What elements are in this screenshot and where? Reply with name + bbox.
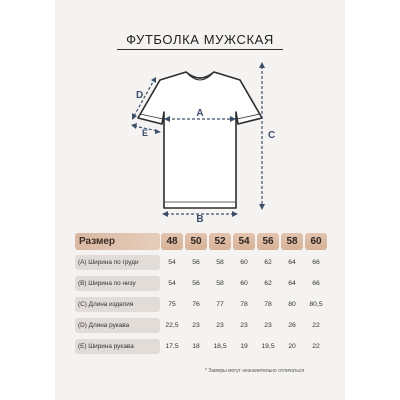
table-cell: 23 <box>216 322 224 329</box>
table-cell: 78 <box>264 301 272 308</box>
row-values <box>160 343 328 350</box>
table-cell: 22 <box>312 322 320 329</box>
row-label: (C) Длина изделия <box>75 297 160 312</box>
table-cell: 17,5 <box>165 343 179 350</box>
table-row <box>75 317 328 334</box>
table-cell: 22,5 <box>165 322 179 329</box>
table-cell: 20 <box>288 343 296 350</box>
label-a: A <box>196 108 204 119</box>
table-cell: 56 <box>192 280 200 287</box>
table-cell: 56 <box>192 259 200 266</box>
table-cell: 60 <box>240 280 248 287</box>
table-cell: 80 <box>288 301 296 308</box>
row-label: (D) Длина рукава <box>75 318 160 333</box>
table-cell: 54 <box>168 280 176 287</box>
table-cell: 60 <box>240 259 248 266</box>
size-header-48: 48 <box>161 233 183 250</box>
table-cell: 64 <box>288 280 296 287</box>
size-headers <box>160 233 328 250</box>
table-cell: 54 <box>168 259 176 266</box>
row-values <box>160 301 328 308</box>
table-row <box>75 296 328 313</box>
table-cell: 26 <box>288 322 296 329</box>
table-cell: 64 <box>288 259 296 266</box>
table-cell: 66 <box>312 259 320 266</box>
table-cell: 18 <box>192 343 200 350</box>
table-cell: 62 <box>264 280 272 287</box>
row-values <box>160 280 328 287</box>
table-cell: 19 <box>240 343 248 350</box>
label-e: E <box>142 128 149 138</box>
table-cell: 18,5 <box>213 343 227 350</box>
size-header-50: 50 <box>185 233 207 250</box>
size-header-58: 58 <box>281 233 303 250</box>
label-b: B <box>196 214 204 225</box>
header-label: Размер <box>75 233 160 250</box>
table-cell: 66 <box>312 280 320 287</box>
table-cell: 77 <box>216 301 224 308</box>
table-row <box>75 254 328 271</box>
table-cell: 23 <box>192 322 200 329</box>
table-cell: 22 <box>312 343 320 350</box>
table-cell: 19,5 <box>261 343 275 350</box>
table-rows <box>75 254 328 355</box>
table-row <box>75 338 328 355</box>
table-cell: 58 <box>216 280 224 287</box>
measurement-note: * Замеры могут незначительно отличаться <box>205 368 305 374</box>
table-header-row <box>75 233 328 250</box>
row-label: (A) Ширина по груди <box>75 255 160 270</box>
table-cell: 78 <box>240 301 248 308</box>
table-cell: 75 <box>168 301 176 308</box>
label-d: D <box>136 90 144 101</box>
page-title: ФУТБОЛКА МУЖСКАЯ <box>126 32 274 47</box>
table-cell: 23 <box>240 322 248 329</box>
table-cell: 58 <box>216 259 224 266</box>
row-label: (E) Ширина рукава <box>75 339 160 354</box>
table-row <box>75 275 328 292</box>
tshirt-outline <box>138 72 262 208</box>
size-header-54: 54 <box>233 233 255 250</box>
row-values <box>160 259 328 266</box>
table-cell: 62 <box>264 259 272 266</box>
row-label: (B) Ширина по низу <box>75 276 160 291</box>
size-header-52: 52 <box>209 233 231 250</box>
size-header-56: 56 <box>257 233 279 250</box>
table-cell: 23 <box>264 322 272 329</box>
label-c: C <box>268 130 276 141</box>
table-cell: 80,5 <box>309 301 323 308</box>
size-header-60: 60 <box>305 233 327 250</box>
row-values <box>160 322 328 329</box>
table-cell: 76 <box>192 301 200 308</box>
size-table <box>75 233 328 359</box>
